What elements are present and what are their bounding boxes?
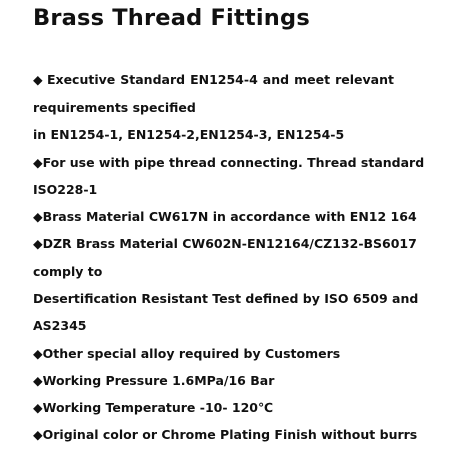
spec-line-as2345: AS2345 bbox=[33, 318, 87, 333]
spec-line-working-temperature: ◆Working Temperature -10- 120℃ bbox=[33, 400, 274, 415]
spec-line-brass-material: ◆Brass Material CW617N in accordance with EN12 164 bbox=[33, 209, 417, 224]
word: EN1254-4 bbox=[190, 72, 258, 87]
word: relevant bbox=[335, 72, 394, 87]
spec-line-en1254-list: in EN1254-1, EN1254-2,EN1254-3, EN1254-5 bbox=[33, 127, 345, 142]
word: ◆ Executive bbox=[33, 72, 116, 87]
spec-line-desertification-test: Desertification Resistant Test defined by ISO 6509 and bbox=[33, 291, 419, 306]
spec-line-comply-to: comply to bbox=[33, 264, 103, 279]
word: Standard bbox=[120, 72, 186, 87]
spec-line-iso228: ISO228-1 bbox=[33, 182, 98, 197]
document-title: Brass Thread Fittings bbox=[33, 5, 310, 31]
word: meet bbox=[294, 72, 331, 87]
spec-line-dzr-brass: ◆DZR Brass Material CW602N-EN12164/CZ132-BS6017 bbox=[33, 236, 417, 251]
spec-line-special-alloy: ◆Other special alloy required by Customers bbox=[33, 346, 341, 361]
spec-line-working-pressure: ◆Working Pressure 1.6MPa/16 Bar bbox=[33, 373, 275, 388]
spec-line-requirements: requirements specified bbox=[33, 100, 196, 115]
spec-line-pipe-thread: ◆For use with pipe thread connecting. Thread standard bbox=[33, 155, 425, 170]
word: and bbox=[262, 72, 290, 87]
spec-line-finish: ◆Original color or Chrome Plating Finish without burrs bbox=[33, 427, 418, 442]
spec-line-executive-standard bbox=[33, 72, 394, 88]
